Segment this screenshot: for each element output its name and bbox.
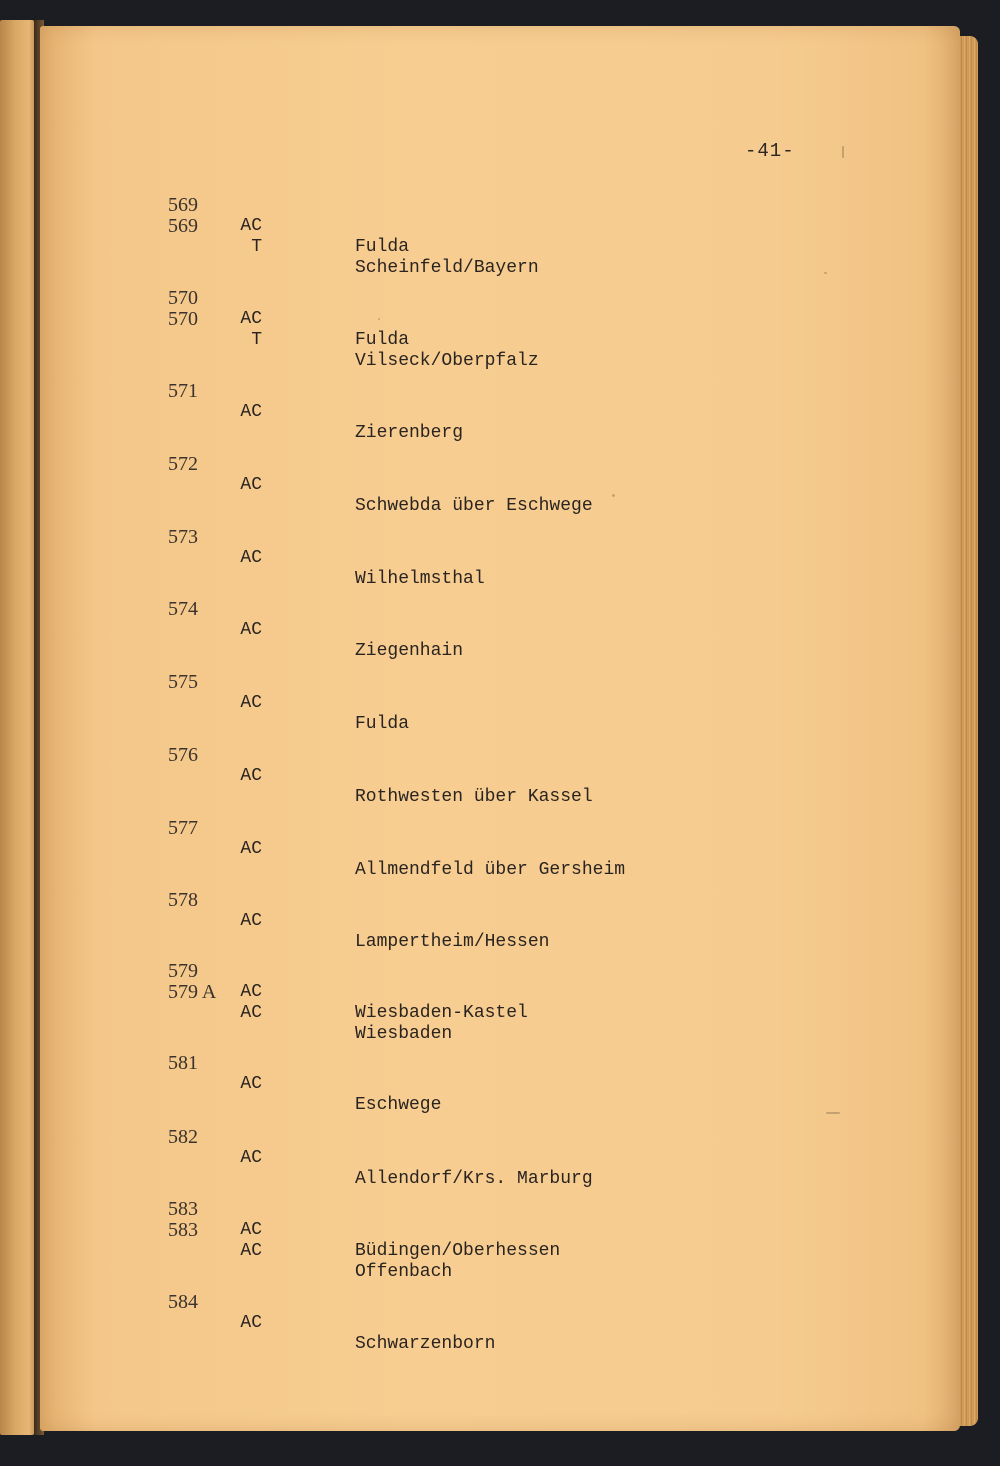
entry-575 [0,651,1000,734]
entry-number: 574 [168,598,198,620]
entry-place: Fulda [355,330,410,350]
entry-569 [0,174,1000,278]
entry-line [0,1271,1000,1354]
entry-code: AC [240,309,262,329]
entry-number: 583 [168,1219,198,1241]
entry-place: Fulda [355,237,410,257]
entry-code: AC [240,1074,262,1094]
paper-speck [824,272,827,274]
entry-line [0,1178,1000,1261]
entry-574 [0,578,1000,661]
entry-code: AC [240,911,262,931]
entry-573 [0,506,1000,589]
entry-place: Eschwege [355,1095,442,1115]
entry-number: 569 [168,194,198,216]
entry-code: AC [240,1148,262,1168]
entry-code: AC [240,766,262,786]
entry-number: 577 [168,817,198,839]
paper-speck [378,318,380,320]
entry-code: T [251,237,262,257]
entry-code: AC [240,1003,262,1023]
entry-572 [0,433,1000,516]
entry-code: AC [240,1313,262,1333]
entry-place: Offenbach [355,1262,453,1282]
entry-number: 570 [168,287,198,309]
entry-line [0,1032,1000,1115]
paper-speck [612,494,615,497]
entry-576 [0,724,1000,807]
entry-line [0,267,1000,350]
entry-code: AC [240,216,262,236]
entry-place: Ziegenhain [355,641,464,661]
entry-code: AC [240,1241,262,1261]
entry-line [0,506,1000,589]
page-number: -41- [745,140,795,162]
entry-line [0,1106,1000,1189]
entry-code: AC [240,548,262,568]
entry-581 [0,1032,1000,1115]
entry-number: 575 [168,671,198,693]
entry-line [0,360,1000,443]
entry-place: Scheinfeld/Bayern [355,258,539,278]
entry-place: Schwebda über Eschwege [355,496,593,516]
paper-speck [826,1112,840,1114]
entry-number: 584 [168,1291,198,1313]
entry-line [0,578,1000,661]
entry-570 [0,267,1000,371]
entry-code: AC [240,693,262,713]
paper-speck [842,146,844,158]
entry-number: 582 [168,1126,198,1148]
entry-place: Wiesbaden [355,1024,453,1044]
entry-number: 579 A [168,981,217,1003]
entry-579 [0,940,1000,1044]
entry-number: 583 [168,1198,198,1220]
entry-571 [0,360,1000,443]
entry-place: Vilseck/Oberpfalz [355,351,539,371]
entry-line [0,174,1000,257]
entry-line [0,433,1000,516]
entry-number: 576 [168,744,198,766]
entry-place: Zierenberg [355,423,464,443]
entry-place: Wilhelmsthal [355,569,485,589]
entry-number: 579 [168,960,198,982]
entry-577 [0,797,1000,880]
entry-line [0,940,1000,1023]
entry-place: Allendorf/Krs. Marburg [355,1169,593,1189]
entry-code: AC [240,982,262,1002]
entry-number: 573 [168,526,198,548]
entry-line [0,724,1000,807]
entry-number: 578 [168,889,198,911]
entry-place: Allmendfeld über Gersheim [355,860,626,880]
entry-number: 570 [168,308,198,330]
entry-number: 571 [168,380,198,402]
entry-place: Schwarzenborn [355,1334,496,1354]
entry-583 [0,1178,1000,1282]
entry-584 [0,1271,1000,1354]
entry-line [0,869,1000,952]
entry-place: Büdingen/Oberhessen [355,1241,561,1261]
entry-place: Fulda [355,714,410,734]
entry-code: AC [240,620,262,640]
entry-line [0,651,1000,734]
entry-code: AC [240,475,262,495]
entry-578 [0,869,1000,952]
entry-line [0,797,1000,880]
entry-code: AC [240,1220,262,1240]
entry-place: Lampertheim/Hessen [355,932,550,952]
entry-number: 569 [168,215,198,237]
entry-code: T [251,330,262,350]
entry-582 [0,1106,1000,1189]
entry-code: AC [240,402,262,422]
entry-number: 581 [168,1052,198,1074]
entry-place: Rothwesten über Kassel [355,787,593,807]
entry-place: Wiesbaden-Kastel [355,1003,528,1023]
entry-code: AC [240,839,262,859]
entry-number: 572 [168,453,198,475]
